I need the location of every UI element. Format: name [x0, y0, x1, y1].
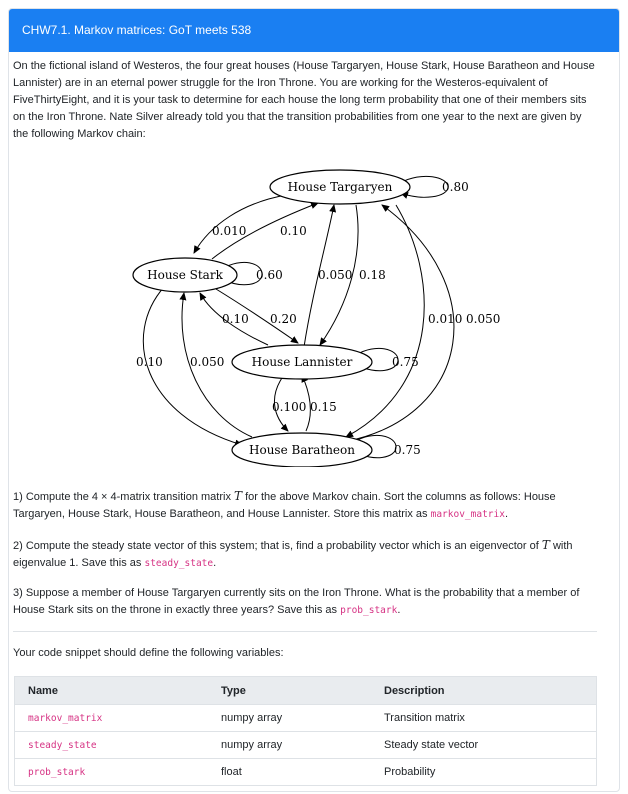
var-name: markov_matrix	[15, 705, 209, 732]
question-2	[13, 537, 597, 572]
q2-variable-code: steady_state	[144, 558, 214, 569]
variables-table	[14, 676, 597, 786]
label-bb: 0.75	[394, 443, 421, 457]
table-row	[15, 759, 597, 786]
question-3	[13, 585, 597, 619]
label-tt: 0.80	[442, 180, 469, 194]
q3-text-start: 3) Suppose a member of House Targaryen currently sits on the Iron Throne. What is the probability that a member of House Stark sits on the throne in exactly three years? Save this as	[13, 587, 580, 616]
var-type: numpy array	[208, 705, 371, 732]
q2-text-start: 2) Compute the steady state vector of this system; that is, find a probability vector which is an eigenvector of	[13, 540, 542, 552]
markov-chain-diagram	[112, 165, 502, 467]
var-description: Transition matrix	[371, 705, 597, 732]
var-type: float	[208, 759, 371, 786]
table-row	[15, 732, 597, 759]
var-name: prob_stark	[15, 759, 209, 786]
var-description: Probability	[371, 759, 597, 786]
q2-text-middle: with eigenvalue 1. Save this as	[13, 540, 573, 569]
header-type: Type	[208, 677, 371, 705]
q3-variable-code: prob_stark	[340, 605, 398, 616]
header-name: Name	[15, 677, 209, 705]
variables-intro: Your code snippet should define the following variables:	[13, 647, 284, 659]
header-description: Description	[371, 677, 597, 705]
card-header	[9, 9, 619, 52]
node-label-lannister: House Lannister	[251, 355, 353, 369]
var-name: steady_state	[15, 732, 209, 759]
label-lt: 0.050	[318, 268, 353, 282]
section-divider	[13, 631, 597, 632]
node-label-targaryen: House Targaryen	[287, 180, 393, 194]
table-header-row	[15, 677, 597, 705]
intro-paragraph: On the fictional island of Westeros, the four great houses (House Targaryen, House Stark, House Baratheon and House Lannister) are in an eternal power struggle for the Iron Throne. You are working for the Westeros-equivalent of FiveThirtyEight, and it is your task to determine for each house the long term probability that one of their members sits on the Iron Throne. Nate Silver already told you that the transition probabilities from one year to the next are given by the following Markov chain:	[13, 60, 595, 140]
node-label-stark: House Stark	[147, 268, 223, 282]
label-sl: 0.10	[222, 312, 249, 326]
card-body	[13, 58, 597, 143]
q2-matrix-symbol: T	[541, 538, 550, 552]
question-title: CHW7.1. Markov matrices: GoT meets 538	[22, 23, 252, 37]
q3-text-end: .	[397, 604, 401, 616]
node-label-baratheon: House Baratheon	[249, 443, 355, 457]
label-bs: 0.050	[190, 355, 225, 369]
q1-variable-code: markov_matrix	[430, 509, 505, 520]
label-ls: 0.20	[270, 312, 297, 326]
q1-text-end: .	[504, 508, 509, 520]
label-lb: 0.100	[272, 400, 307, 414]
label-bl: 0.15	[310, 400, 337, 414]
label-sb: 0.10	[136, 355, 163, 369]
label-ss: 0.60	[256, 268, 283, 282]
var-type: numpy array	[208, 732, 371, 759]
label-tl: 0.18	[359, 268, 386, 282]
q1-text-middle: for the above Markov chain. Sort the columns as follows: House Targaryen, House Stark, House Baratheon, and House Lannister. Store this matrix as	[13, 491, 556, 520]
q2-text-end: .	[213, 557, 217, 569]
table-row	[15, 705, 597, 732]
label-st: 0.10	[280, 224, 307, 238]
label-tb: 0.010	[428, 312, 463, 326]
label-ts: 0.010	[212, 224, 247, 238]
q1-text-start: 1) Compute the 4 × 4-matrix transition matrix	[13, 491, 234, 503]
q1-matrix-symbol: T	[234, 489, 243, 503]
question-1	[13, 488, 597, 523]
label-bt: 0.050	[466, 312, 501, 326]
label-ll: 0.75	[392, 355, 419, 369]
var-description: Steady state vector	[371, 732, 597, 759]
